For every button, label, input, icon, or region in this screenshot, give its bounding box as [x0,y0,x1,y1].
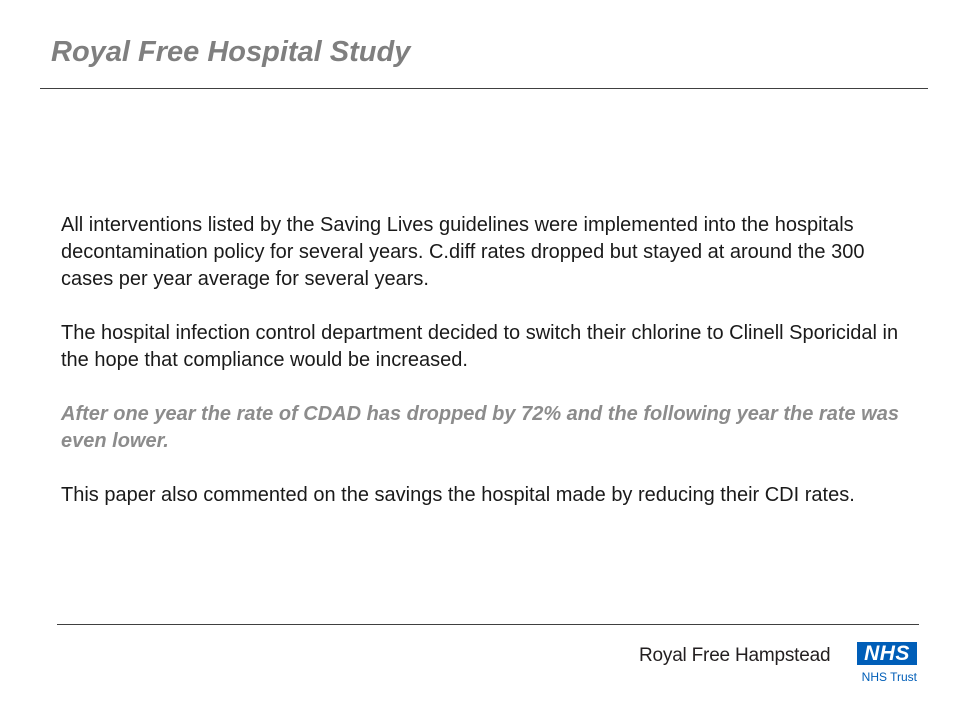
nhs-trust-label: NHS Trust [861,670,917,684]
footer-divider [57,624,919,625]
title-divider [40,88,928,89]
paragraph-interventions: All interventions listed by the Saving Lives guidelines were implemented into the hospitals decontamination policy for several years. C.diff rates dropped but stayed at around the 300 cases per year average for several years. [61,214,865,290]
slide-body [61,212,906,536]
trust-logo [636,640,920,686]
trust-name: Royal Free Hampstead [639,645,831,666]
paragraph-savings: This paper also commented on the savings the hospital made by reducing their CDI rates. [61,484,855,506]
slide-title: Royal Free Hospital Study [51,36,411,68]
nhs-logo-badge: NHS [857,642,917,665]
paragraph-switch-chlorine: The hospital infection control department decided to switch their chlorine to Clinell Sporicidal in the hope that compliance would be increased. [61,322,899,371]
paragraph-result-highlight: After one year the rate of CDAD has dropped by 72% and the following year the rate was even lower. [61,403,899,452]
